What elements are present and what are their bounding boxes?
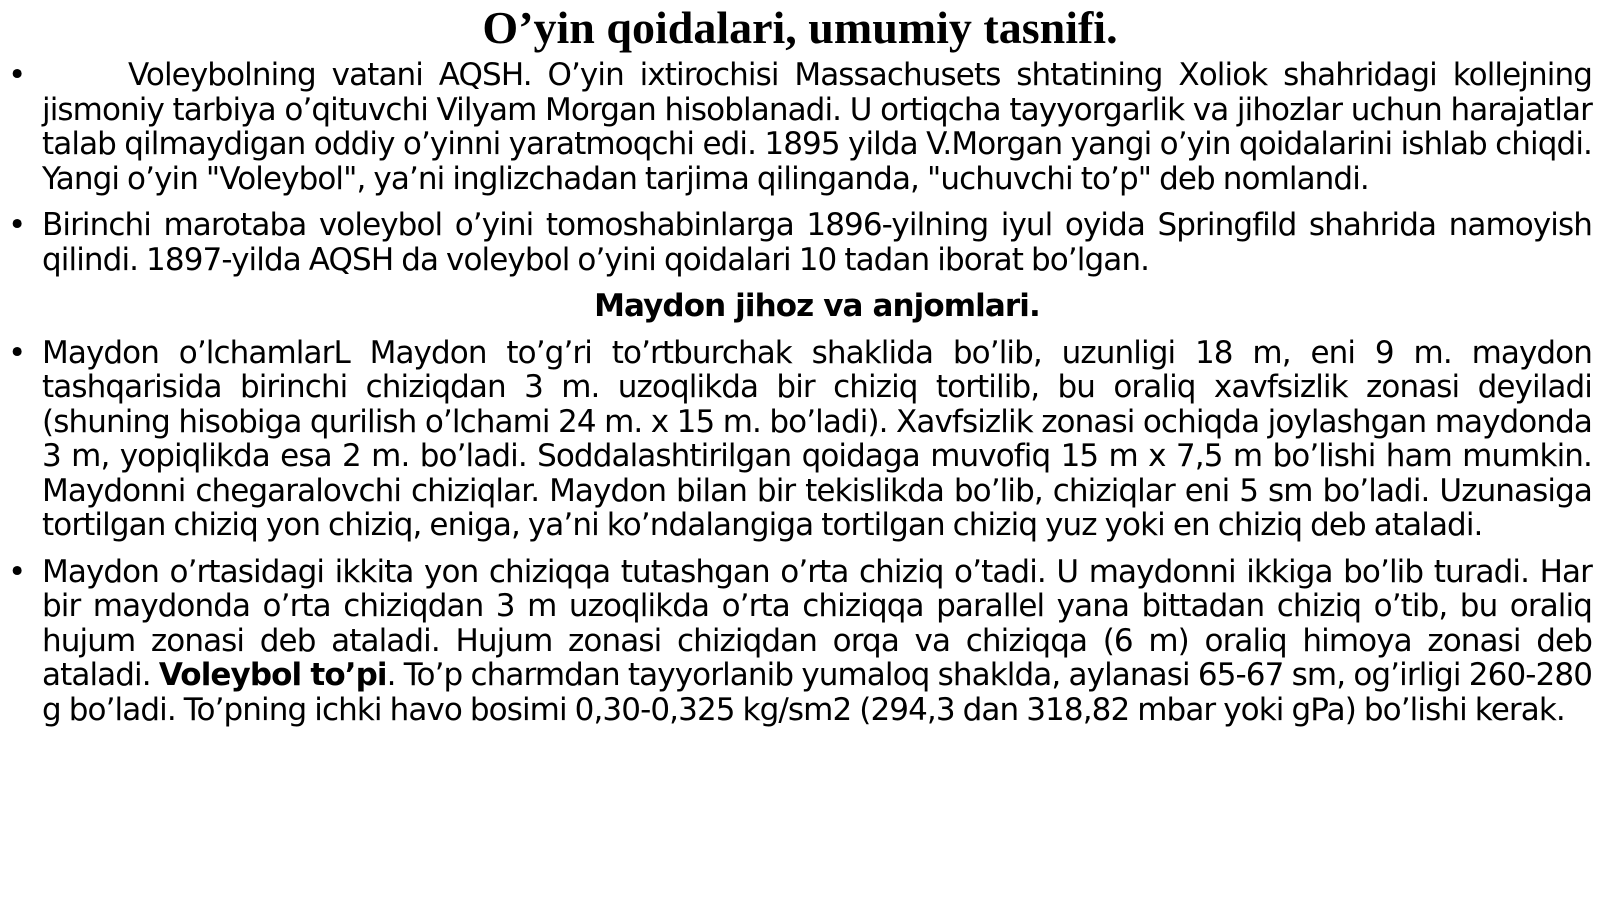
slide-title: O’yin qoidalari, umumiy tasnifi. [482, 2, 1118, 53]
paragraph-court-zones [8, 553, 1593, 728]
paragraph-history [8, 57, 1592, 197]
bullet-icon: • [8, 207, 26, 243]
paragraph-first-game [8, 207, 1592, 278]
ball-term: Voleybol to’pi [158, 657, 387, 693]
bullet-icon: • [8, 553, 26, 590]
slide-body [8, 57, 1593, 728]
section-heading: Maydon jihoz va anjomlari. [594, 288, 1040, 324]
paragraph-ball-text: . To’p charmdan tayyorlanib yumaloq shaklda, aylanasi 65-67 sm, og’irligi 260-280 g bo’ladi. To’pning ichki havo bosimi 0,30-0,325 kg/sm2 (294,3 dan 318,82 mbar yoki gPa) bo’lishi kerak. [42, 657, 1593, 728]
paragraph-court-dimensions [8, 334, 1592, 543]
paragraph-court-dimensions-text: Maydon o’lchamlarL Maydon to’g’ri to’rtburchak shaklida bo’lib, uzunligi 18 m, eni 9 m. maydon tashqarisida birinchi chiziqdan 3 m. uzoqlikda bir chiziq tortilib, bu oraliq xavfsizlik zonasi deyiladi (shuning hisobiga qurilish o’lchami 24 m. x 15 m. bo’ladi). Xavfsizlik zonasi ochiqda joylashgan maydonda 3 m, yopiqlikda esa 2 m. bo’ladi. Soddalashtirilgan qoidaga muvofiq 15 m x 7,5 m bo’lishi ham mumkin. Maydonni chegaralovchi chiziqlar. Maydon bilan bir tekislikda bo’lib, chiziqlar eni 5 sm bo’ladi. Uzunasiga tortilgan chiziq yon chiziq, eniga, ya’ni ko’ndalangiga tortilgan chiziq yuz yoki en chiziq deb ataladi. [42, 334, 1592, 543]
bullet-icon: • [8, 334, 26, 371]
bullet-icon: • [8, 57, 26, 93]
paragraph-first-game-text: Birinchi marotaba voleybol o’yini tomoshabinlarga 1896-yilning iyul oyida Springfild shahrida namoyish qilindi. 1897-yilda AQSH da voleybol o’yini qoidalari 10 tadan iborat bo’lgan. [42, 207, 1592, 278]
paragraph-court-zones-text: Maydon o’rtasidagi ikkita yon chiziqqa tutashgan o’rta chiziq o’tadi. U maydonni ikkiga bo’lib turadi. Har bir maydonda o’rta chiziqdan 3 m uzoqlikda o’rta chiziqqa parallel yana bittadan chiziq o’tib, bu oraliq hujum zonasi deb ataladi. Hujum zonasi chiziqdan orqa va chiziqqa (6 m) oraliq himoya zonasi deb ataladi. [42, 553, 1592, 693]
paragraph-history-text: Voleybolning vatani AQSH. O’yin ixtirochisi Massachusets shtatining Xoliok shahridagi kollejning jismoniy tarbiya o’qituvchi Vilyam Morgan hisoblanadi. U ortiqcha tayyorgarlik va jihozlar uchun harajatlar talab qilmaydigan oddiy o’yinni yaratmoqchi edi. 1895 yilda V.Morgan yangi o’yin qoidalarini ishlab chiqdi. Yangi o’yin "Voleybol", ya’ni inglizchadan tarjima qilinganda, "uchuvchi to’p" deb nomlandi. [42, 57, 1592, 197]
